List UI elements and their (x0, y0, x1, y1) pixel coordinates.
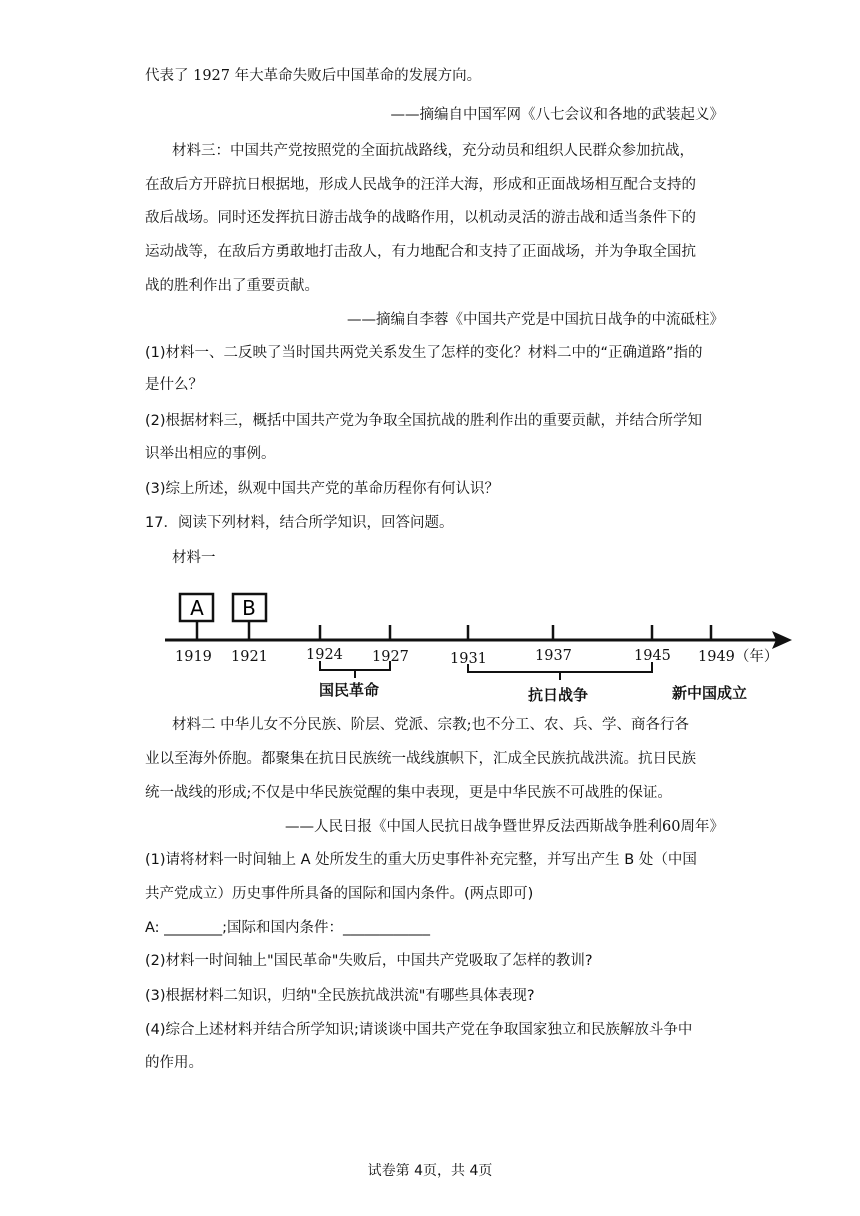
text-line: 材料二 中华儿女不分民族、阶层、党派、宗教;也不分工、农、兵、学、商各行各 (172, 717, 689, 733)
timeline-box-b-label: B (242, 596, 256, 620)
text-line: 统一战线的形成;不仅是中华民族觉醒的集中表现，更是中华民族不可战胜的保证。 (145, 785, 672, 801)
text-line: 敌后战场。同时还发挥抗日游击战争的战略作用，以机动灵活的游击战和适当条件下的 (145, 210, 696, 226)
text-line: A: ________;国际和国内条件：____________ (145, 920, 431, 936)
span-national-revolution: 国民革命 (319, 681, 380, 699)
text-line: (3)综上所述，纵观中国共产党的革命历程你有何认识？ (145, 481, 500, 497)
year-1937: 1937 (535, 648, 572, 664)
text-line: 战的胜利作出了重要贡献。 (145, 278, 319, 294)
timeline-diagram (160, 585, 800, 710)
year-1927: 1927 (372, 649, 409, 665)
text-line: 材料一 (172, 550, 216, 566)
year-1949: 1949（年） (698, 649, 779, 665)
year-1945: 1945 (634, 648, 671, 664)
text-line: 是什么？ (145, 377, 203, 393)
page-footer: 试卷第 4页，共 4页 (367, 1163, 493, 1179)
text-line: (4)综合上述材料并结合所学知识;请谈谈中国共产党在争取国家独立和民族解放斗争中 (145, 1022, 693, 1038)
text-line: (2)根据材料三，概括中国共产党为争取全国抗战的胜利作出的重要贡献，并结合所学知 (145, 413, 703, 429)
text-line: 业以至海外侨胞。都聚集在抗日民族统一战线旗帜下，汇成全民族抗战洪流。抗日民族 (145, 751, 696, 767)
text-line: ——摘编自中国军网《八七会议和各地的武装起义》 (390, 107, 724, 123)
text-line: 在敌后方开辟抗日根据地，形成人民战争的汪洋大海，形成和正面战场相互配合支持的 (145, 177, 696, 193)
text-line: (1)请将材料一时间轴上 A 处所发生的重大历史事件补充完整，并写出产生 B 处（中国 (145, 852, 697, 868)
year-1921: 1921 (231, 649, 268, 665)
text-line: 代表了 1927 年大革命失败后中国革命的发展方向。 (145, 68, 482, 84)
text-line: ——摘编自李蓉《中国共产党是中国抗日战争的中流砥柱》 (347, 312, 724, 328)
text-line: (2)材料一时间轴上"国民革命"失败后，中国共产党吸取了怎样的教训? (145, 953, 593, 969)
text-line: (1)材料一、二反映了当时国共两党关系发生了怎样的变化？材料二中的“正确道路”指的 (145, 345, 703, 361)
text-line: 识举出相应的事例。 (145, 446, 276, 462)
text-line: ——人民日报《中国人民抗日战争暨世界反法西斯战争胜利60周年》 (285, 819, 724, 835)
span-new-china: 新中国成立 (672, 684, 748, 702)
timeline-box-a-label: A (190, 596, 204, 620)
year-1924: 1924 (306, 647, 343, 663)
text-line: 17．阅读下列材料，结合所学知识，回答问题。 (145, 515, 454, 531)
text-line: 共产党成立）历史事件所具备的国际和国内条件。(两点即可) (145, 886, 534, 902)
year-1919: 1919 (175, 649, 212, 665)
text-line: (3)根据材料二知识，归纳"全民族抗战洪流"有哪些具体表现? (145, 988, 535, 1004)
year-1931: 1931 (450, 651, 487, 667)
span-anti-japanese-war: 抗日战争 (528, 686, 589, 704)
text-line: 运动战等，在敌后方勇敢地打击敌人，有力地配合和支持了正面战场，并为争取全国抗 (145, 244, 696, 260)
text-line: 的作用。 (145, 1055, 203, 1071)
text-line: 材料三：中国共产党按照党的全面抗战路线，充分动员和组织人民群众参加抗战， (172, 143, 694, 159)
